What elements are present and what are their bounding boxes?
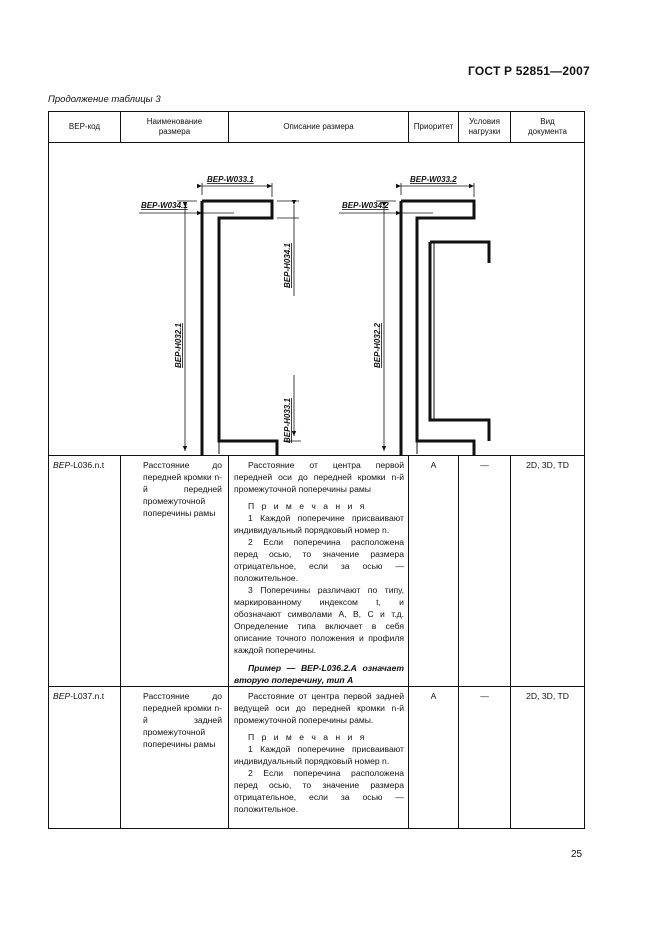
load-cell: — [459, 687, 511, 829]
figure-cell [49, 143, 585, 456]
description-cell: Расстояние от центра первой передней оси до передней кромки n-й промежуточной поперечины рамы П р и м е ч а н и я 1 Каждой поперечине присваивают индивидуальный порядковый номер n. 2 Если поперечина расположена перед осью, то значение размера отрицательное, если за осью — положительное. 3 Поперечины различают по типу, маркированному индексом t, и обозначают символами А, В, С и т.д. Определение типа включает в себя описание точного положения и профиля каждой поперечины. Пример — ВЕР-L036.2.А означает вторую поперечину, тип А [229, 456, 409, 687]
right-dimension-lines [339, 183, 474, 455]
description-cell: Расстояние от центра первой задней ведущей оси до передней кромки n-й промежуточной поперечины рамы. П р и м е ч а н и я 1 Каждой поперечине присваивают индивидуальный порядковый номер n. 2 Если поперечина расположена перед осью, то значение размера отрицательное, если за осью — положительное. [229, 687, 409, 829]
label-h033-1: ВЕР-H033.1 [283, 398, 292, 443]
doc-cell: 2D, 3D, TD [511, 687, 585, 829]
crossmember-diagram [49, 143, 585, 455]
page-number: 25 [571, 849, 583, 860]
label-w034-2: ВЕР-W034.2 [342, 201, 389, 210]
table-continuation-caption: Продолжение таблицы 3 [48, 94, 161, 105]
code-cell: ВЕР-L036.n.t [49, 456, 121, 687]
col-header-code: ВЕР-код [49, 112, 121, 143]
standard-designation: ГОСТ Р 52851—2007 [468, 64, 590, 78]
doc-cell: 2D, 3D, TD [511, 456, 585, 687]
col-header-priority: Приоритет [409, 112, 459, 143]
figure-row [49, 143, 585, 456]
dimension-table [48, 111, 585, 829]
label-w033-2: ВЕР-W033.2 [410, 175, 457, 184]
left-frame-profile [202, 201, 277, 455]
col-header-name: Наименование размера [121, 112, 229, 143]
label-h032-2: ВЕР-H032.2 [373, 323, 382, 368]
code-cell: ВЕР-L037.n.t [49, 687, 121, 829]
table-header-row [49, 112, 585, 143]
right-frame-profile [401, 201, 489, 455]
col-header-doc: Вид документа [511, 112, 585, 143]
name-cell: Расстояние до передней кромки n-й передней промежуточной поперечины рамы [121, 456, 229, 687]
priority-cell: A [409, 456, 459, 687]
priority-cell: A [409, 687, 459, 829]
col-header-load: Условия нагрузки [459, 112, 511, 143]
table-row [49, 687, 585, 829]
table-row [49, 456, 585, 687]
example-text: Пример — ВЕР-L036.2.А означает вторую поперечину, тип А [234, 663, 404, 685]
label-w034-1: ВЕР-W034.1 [141, 201, 188, 210]
label-h034-1: ВЕР-H034.1 [283, 243, 292, 288]
name-cell: Расстояние до передней кромки n-й задней промежуточной поперечины рамы [121, 687, 229, 829]
label-w033-1: ВЕР-W033.1 [207, 175, 254, 184]
col-header-description: Описание размера [229, 112, 409, 143]
label-h032-1: ВЕР-H032.1 [174, 323, 183, 368]
load-cell: — [459, 456, 511, 687]
